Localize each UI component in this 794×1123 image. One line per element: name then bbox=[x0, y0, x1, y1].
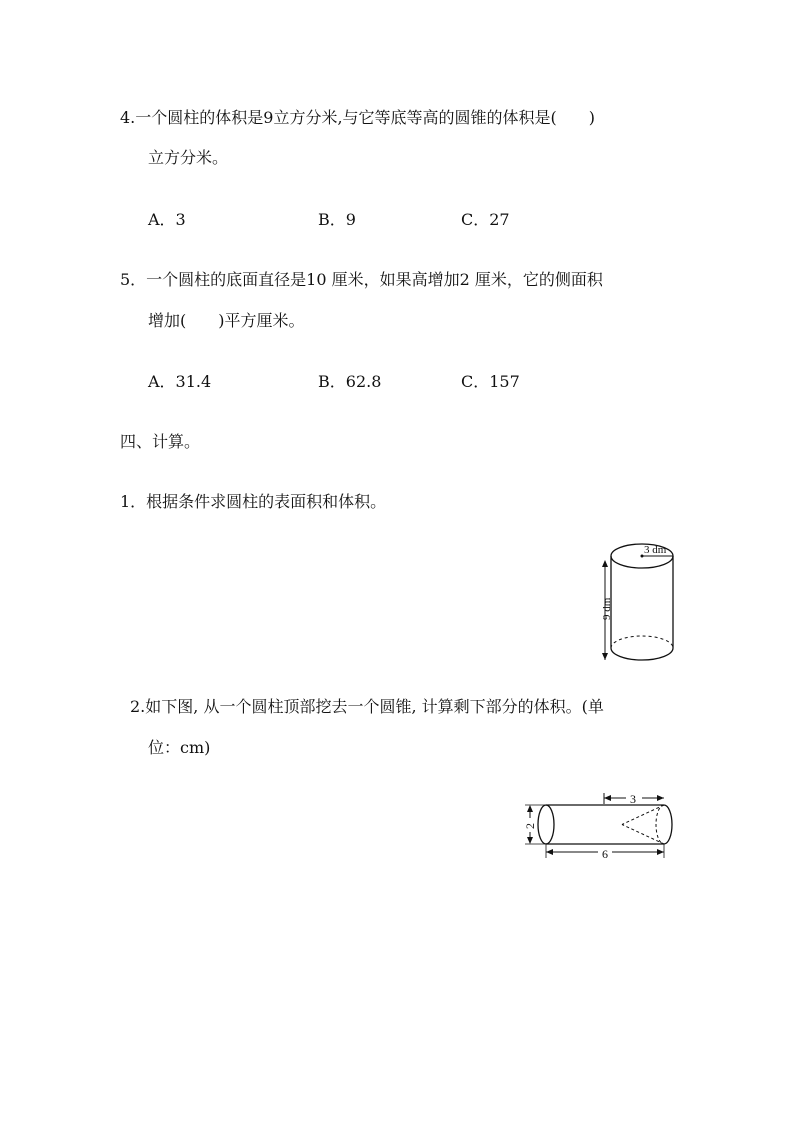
height-arrow-bottom bbox=[602, 653, 608, 660]
cone-upper-edge bbox=[622, 805, 664, 825]
calc2-text-line1: 2.如下图, 从一个圆柱顶部挖去一个圆锥, 计算剩下部分的体积。(单 bbox=[130, 697, 604, 716]
q4-option-b[interactable]: B．9 bbox=[318, 210, 356, 229]
section-title: 四、计算。 bbox=[120, 432, 201, 451]
cone-lower-edge bbox=[622, 825, 664, 845]
q5-option-a[interactable]: A．31.4 bbox=[148, 372, 212, 391]
length-label: 6 bbox=[602, 847, 608, 861]
length-arrow-left bbox=[546, 849, 553, 855]
cylinder-figure bbox=[596, 536, 682, 664]
q5-text-line1: 5．一个圆柱的底面直径是10 厘米，如果高增加2 厘米，它的侧面积 bbox=[120, 270, 603, 289]
q4-option-c[interactable]: C．27 bbox=[461, 210, 510, 229]
radius-label: 3 dm bbox=[644, 544, 667, 556]
cylinder-right-end-back bbox=[656, 805, 664, 844]
diameter-arrow-bottom bbox=[527, 837, 533, 844]
length-arrow-right bbox=[657, 849, 664, 855]
q5-option-b[interactable]: B．62.8 bbox=[318, 372, 382, 391]
cone-label: 3 bbox=[630, 792, 636, 806]
cylinder-bottom-back bbox=[611, 636, 673, 648]
cone-dimension-arrow-left bbox=[604, 795, 611, 801]
q4-text-line2: 立方分米。 bbox=[148, 148, 229, 167]
cylinder-bottom-front bbox=[611, 648, 673, 660]
height-arrow-top bbox=[602, 560, 608, 567]
cylinder-cone-figure bbox=[518, 788, 678, 868]
q5-text-line2: 增加( )平方厘米。 bbox=[148, 311, 305, 330]
q4-text-line1: 4.一个圆柱的体积是9立方分米,与它等底等高的圆锥的体积是( ) bbox=[120, 108, 596, 127]
cylinder-right-end-front bbox=[664, 805, 672, 844]
q5-option-c[interactable]: C．157 bbox=[461, 372, 520, 391]
diameter-arrow-top bbox=[527, 805, 533, 812]
diameter-label: 2 bbox=[523, 823, 537, 829]
calc1-text: 1．根据条件求圆柱的表面积和体积。 bbox=[120, 492, 387, 511]
cylinder-left-end bbox=[538, 805, 554, 844]
height-label: 9 dm bbox=[601, 597, 613, 620]
calc2-text-line2: 位：cm) bbox=[148, 738, 211, 757]
cone-dimension-arrow-right bbox=[657, 795, 664, 801]
q4-option-a[interactable]: A．3 bbox=[148, 210, 186, 229]
